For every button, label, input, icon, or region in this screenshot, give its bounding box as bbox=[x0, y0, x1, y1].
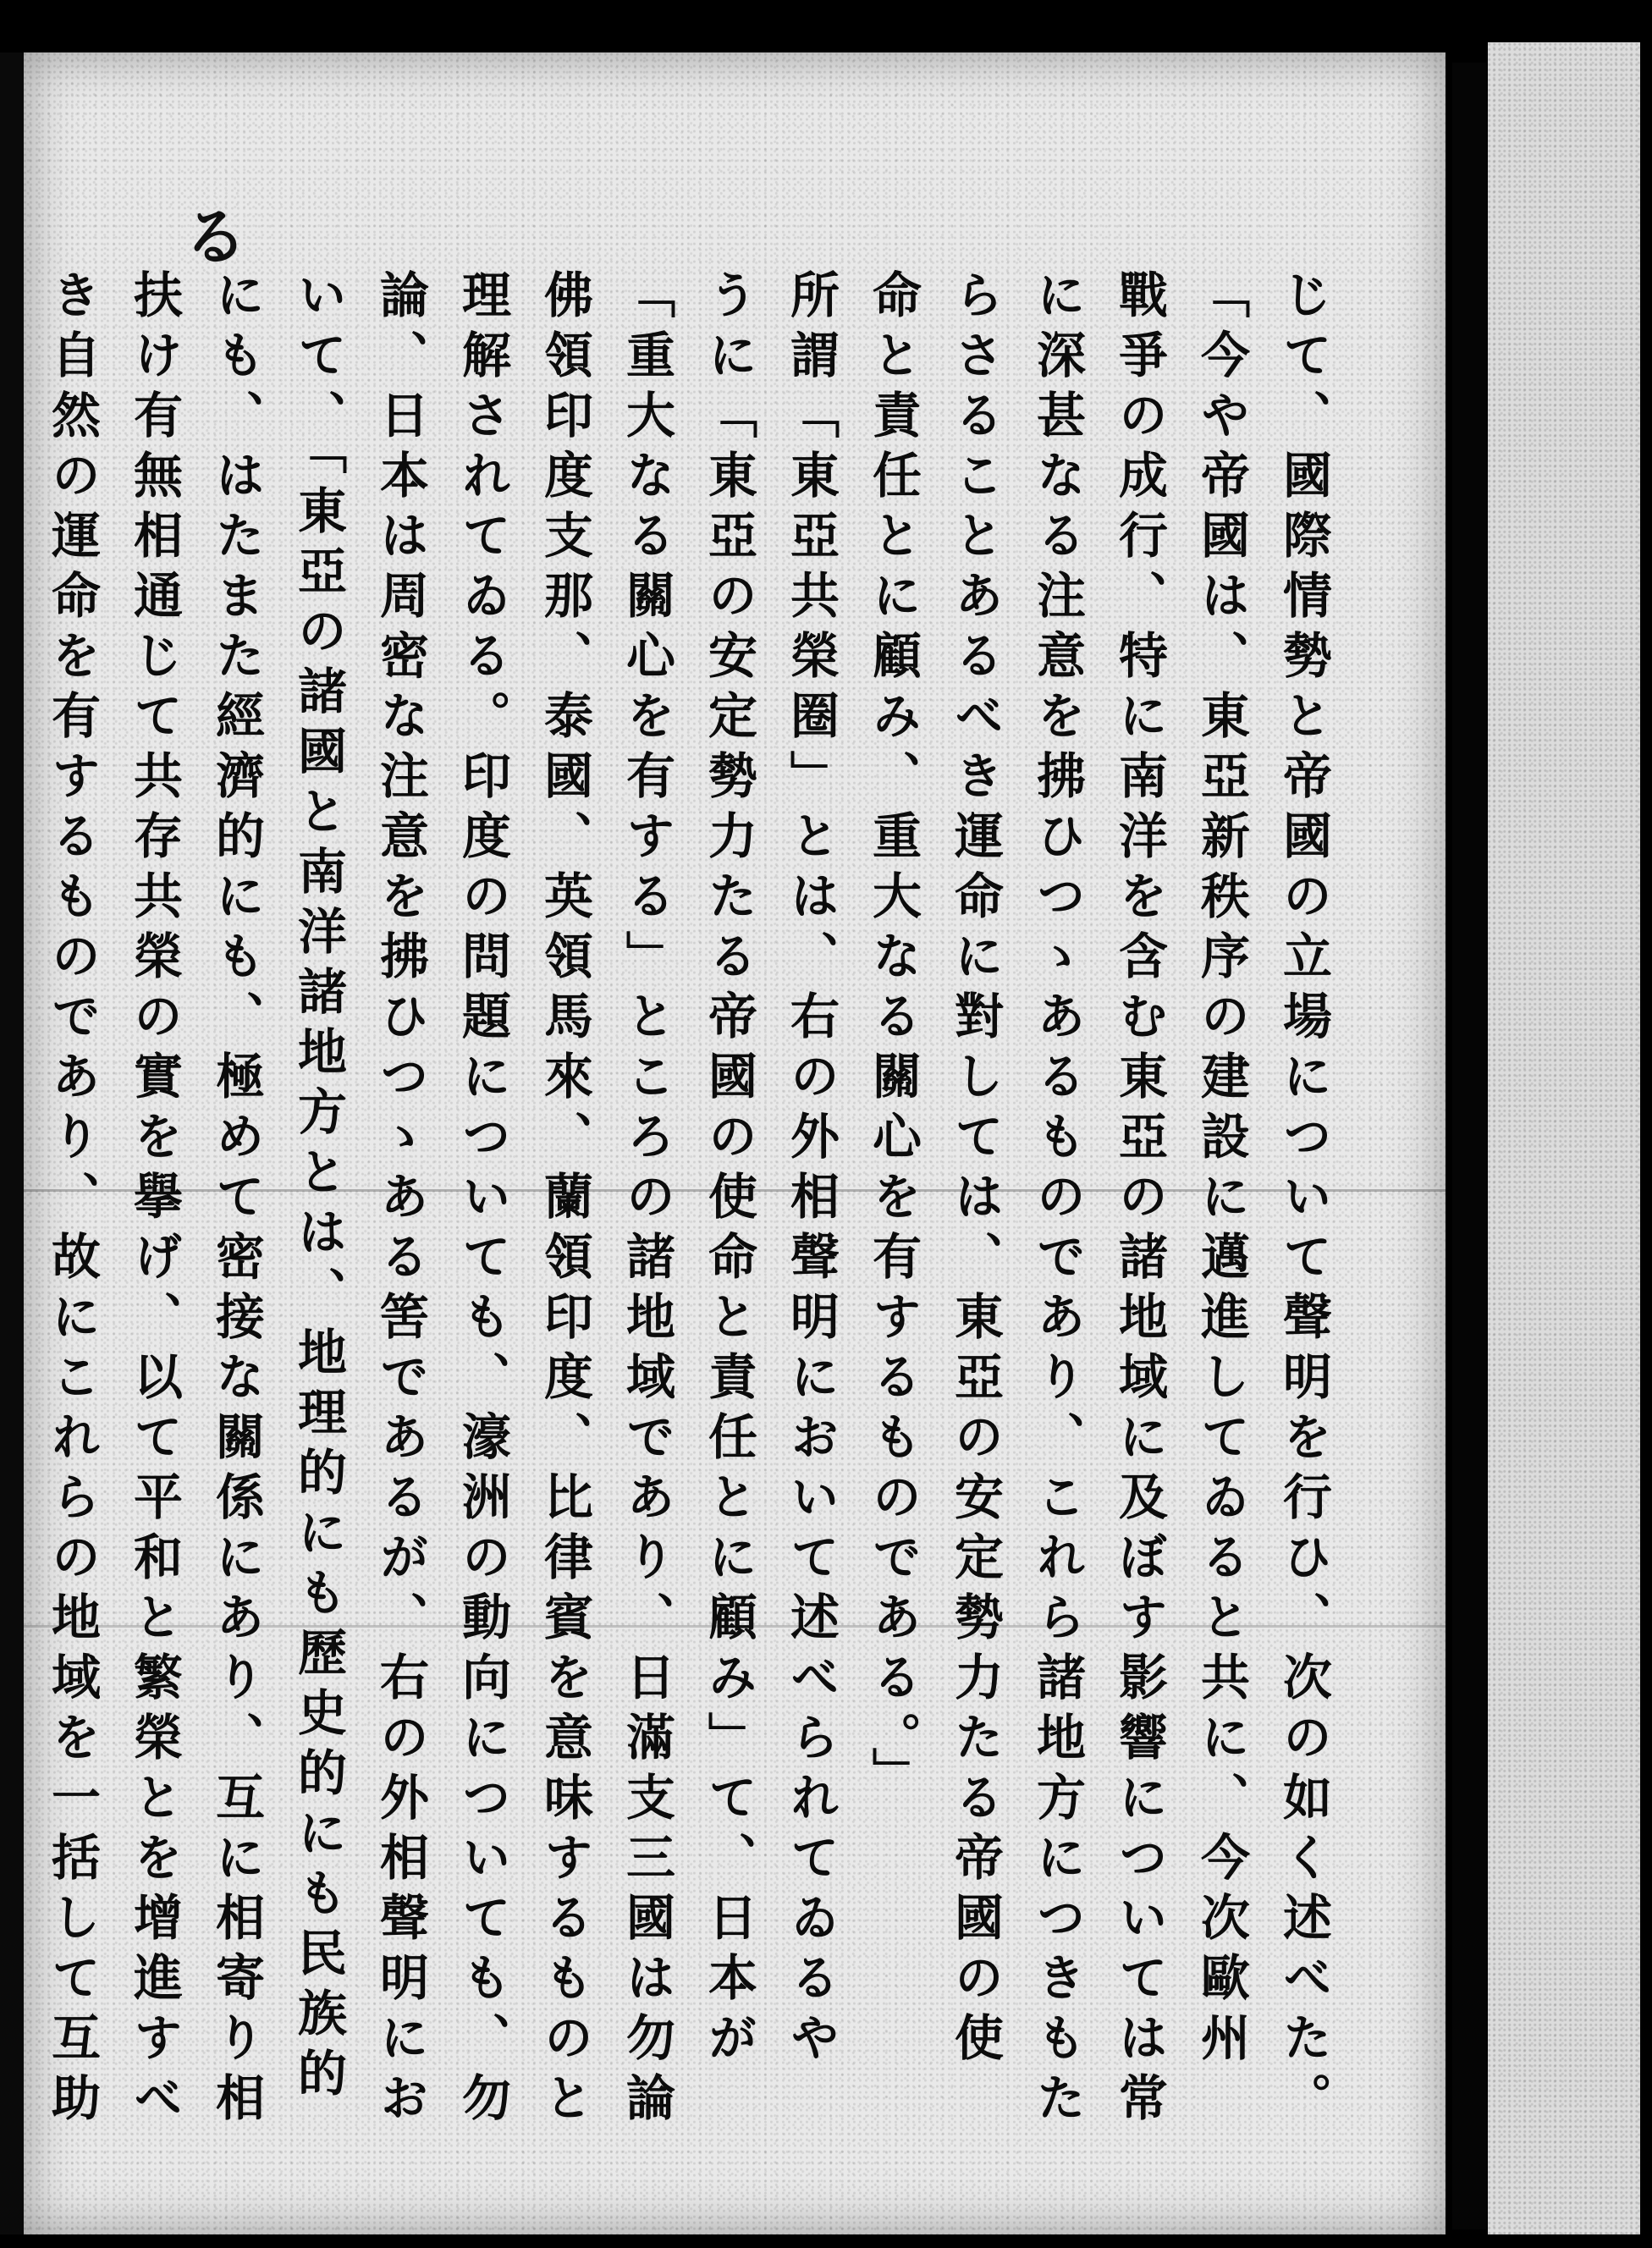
text-column: 戰爭の成行、特に南洋を含む東亞の諸地域に及ぼす影響については常 bbox=[1110, 269, 1168, 2132]
book-spine bbox=[1452, 63, 1486, 2229]
margin-character: る bbox=[179, 198, 250, 278]
text-column: 「重大なる關心を有する」ところの諸地域であり、日滿支三國は勿論 bbox=[618, 269, 675, 2132]
text-column: 佛領印度支那、泰國、英領馬來、蘭領印度、比律賓を意味するものと bbox=[536, 269, 593, 2132]
text-column: うに「東亞の安定勢力たる帝國の使命と責任とに顧み」て、日本が bbox=[700, 269, 757, 2072]
text-column: 扶け有無相通じて共存共榮の實を擧げ、以て平和と繁榮とを增進すべ bbox=[125, 269, 183, 2132]
text-column: いて、「東亞の諸國と南洋諸地方とは、地理的にも歷史的にも民族的 bbox=[289, 269, 347, 2108]
left-binding-edge bbox=[0, 52, 25, 2234]
text-column: 理解されてゐる。印度の問題についても、濠洲の動向についても、勿 bbox=[454, 269, 511, 2132]
text-column: 所謂「東亞共榮圈」とは、右の外相聲明において述べられてゐるや bbox=[782, 269, 840, 2072]
text-column: 命と責任とに顧み、重大なる關心を有するものである。」 bbox=[864, 269, 922, 1807]
text-column: に深甚なる注意を拂ひつゝあるものであり、これら諸地方につきもた bbox=[1028, 269, 1086, 2132]
text-column: き自然の運命を有するものであり、故にこれらの地域を一括して互助 bbox=[43, 269, 101, 2132]
text-column: らさることあるべき運命に對しては、東亞の安定勢力たる帝國の使 bbox=[946, 269, 1004, 2072]
text-column: じて、國際情勢と帝國の立場について聲明を行ひ、次の如く述べた。 bbox=[1275, 269, 1332, 2132]
text-column: にも、はたまた經濟的にも、極めて密接な關係にあり、互に相寄り相 bbox=[207, 269, 265, 2132]
text-column: 「今や帝國は、東亞新秩序の建設に邁進してゐると共に、今次歐州 bbox=[1192, 269, 1250, 2072]
text-column: 論、日本は周密な注意を拂ひつゝある筈であるが、右の外相聲明にお bbox=[372, 269, 429, 2132]
facing-page-edge bbox=[1488, 42, 1640, 2234]
vertical-body-text bbox=[30, 269, 1344, 2165]
